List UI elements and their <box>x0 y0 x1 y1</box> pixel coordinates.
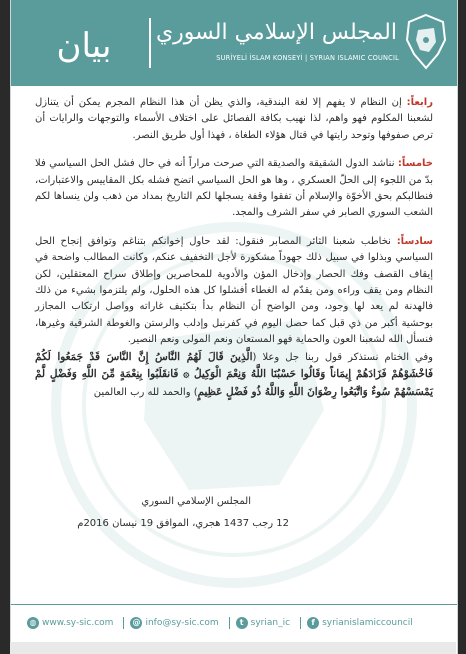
paragraph-fourth <box>35 95 433 144</box>
paragraph-fifth <box>35 156 433 222</box>
closing-intro: وفي الختام نستذكر قول ربنا جل وعلا ( <box>252 351 433 363</box>
paragraph-text: نخاطب شعبنا الثائر المصابر فنقول: لقد حاول إخوانكم بتناغم وتوافق إنجاح الحل السياسي وبذلوا في سبيل ذلك جهوداً مشكورة لأجل التخفيف عنكم، وكانت المطالب واضحة في إيقاف القصف وفك الحصار وإدخال المؤن والأدوية للمحاصرين وإطلاق سراح المعتقلين، لكن النظام ومن يقف وراءه ومن يقدّم له الغطاء أفشلوا كل هذه الحلول، ولم يلتزموا بشيء من ذلك فالهدنة لم يعد لها وجود، ومن الواضح أن النظام بدأ بتكثيف غاراته وواصل ارتكاب المجازر بوحشية أكبر من ذي قبل كما حصل اليوم في كفرنبل وإدلب والرستن والغوطة الشرقية وغيرها، فنسأل الله لشعبنا العون والحماية فهو المستعان ونعم المولى ونعم النصير. <box>35 235 433 346</box>
footer-separator <box>300 617 301 629</box>
footer-divider <box>11 604 457 605</box>
statement-date: 12 رجب 1437 هجري، الموافق 19 نيسان 2016م <box>77 518 289 529</box>
paragraph-text: إن النظام لا يفهم إلا لغة البندقية، والذي يظن أن هذا النظام المجرم يمكن أن يتنازل لشعبنا المكلوم فهو واهم، لذا نهيب بكافة الفصائل على اختلاف الأسماء والتوجهات والرايات أن ترص صفوفها وتوحد رايتها في قتال هؤلاء الطغاة ، فهذا أول طريق النصر. <box>35 97 433 141</box>
statement-page <box>10 0 458 654</box>
paragraph-lead: خامساً: <box>397 158 433 170</box>
closing-outro: ) والحمد لله رب العالمين <box>93 386 198 398</box>
council-logo-icon <box>403 12 449 72</box>
facebook-text: syrianislamiccouncil <box>322 618 413 628</box>
email-text: info@sy-sic.com <box>145 618 219 628</box>
paragraph-lead: سادساً: <box>396 235 433 247</box>
footer-separator <box>229 617 230 629</box>
twitter-icon: t <box>236 617 248 629</box>
contact-footer <box>11 608 457 638</box>
website-text: www.sy-sic.com <box>42 618 114 628</box>
signature-block <box>59 494 289 532</box>
globe-icon: ◍ <box>27 617 39 629</box>
paragraph-sixth <box>35 234 433 349</box>
council-name-arabic: المجلس الإسلامي السوري <box>155 20 397 45</box>
website-link[interactable] <box>27 617 113 629</box>
header-divider <box>149 18 151 68</box>
at-sign-icon: @ <box>132 618 141 627</box>
twitter-text: syrian_ic <box>250 618 291 628</box>
council-name-english: SURİYELİ İSLAM KONSEYİ | SYRIAN ISLAMIC COUNCIL <box>216 54 399 62</box>
twitter-link[interactable] <box>236 617 290 629</box>
statement-title: بيان <box>56 26 112 66</box>
signatory-name: المجلس الإسلامي السوري <box>141 496 251 507</box>
statement-body <box>35 95 433 413</box>
facebook-link[interactable] <box>307 617 413 629</box>
facebook-icon: f <box>307 617 319 629</box>
paragraph-lead: رابعاً: <box>406 97 433 108</box>
paragraph-text: نناشد الدول الشقيقة والصديقة التي صرحت مراراً أنه في حال فشل الحل السياسي فلا بدّ من اللجوء إلى الحلّ العسكري ، وها هو الحل السياسي اتضح فشله بكل المقاييس والاعتبارات، فنطالبكم بحق الأخوّة والإسلام أن تفقوا وقفة يسجلها لكم التاريخ بمداد من ذهب ولن ينساها لكم الشعب السوري الصابر في سفر الشرف والمجد. <box>35 158 433 219</box>
email-link[interactable] <box>130 617 218 629</box>
footer-separator <box>123 617 124 629</box>
quran-verse: الَّذِينَ قَالَ لَهُمُ النَّاسُ إِنَّ النَّاسَ قَدْ جَمَعُوا لَكُمْ فَاخْشَوْهُمْ فَزَادَهُمْ إِيمَاناً وَقَالُوا حَسْبُنَا اللَّهُ وَنِعْمَ الْوَكِيلُ ۞ فَانقَلَبُوا بِنِعْمَةٍ مِّنَ اللَّهِ وَفَضْلٍ لَّمْ يَمْسَسْهُمْ سُوءٌ وَاتَّبَعُوا رِضْوَانَ اللَّهِ وَاللَّهُ ذُو فَضْلٍ عَظِيمٍ <box>35 350 433 398</box>
next-page-edge <box>10 642 456 654</box>
paragraph-closing <box>35 349 433 401</box>
header-banner <box>11 0 457 86</box>
